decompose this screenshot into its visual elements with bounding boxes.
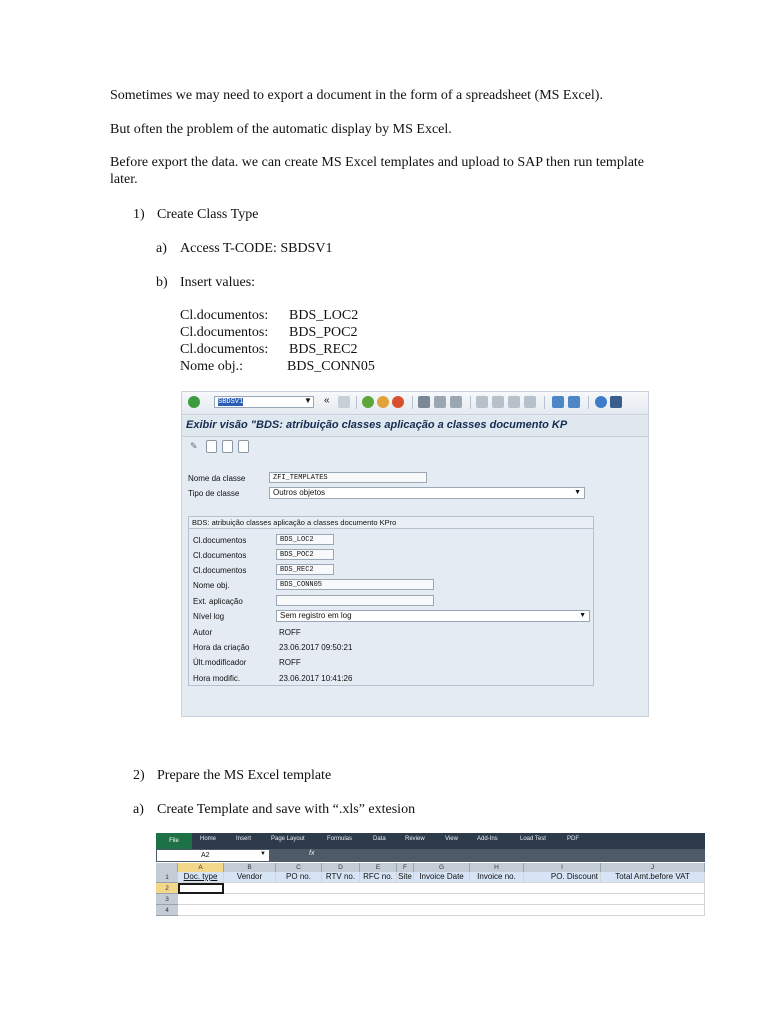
shortcut-icon[interactable] — [568, 396, 580, 408]
column-header[interactable]: D — [322, 863, 360, 872]
enter-check-icon[interactable] — [188, 396, 200, 408]
tipo-de-classe-value: Outros objetos — [273, 488, 326, 497]
table-row[interactable] — [178, 905, 705, 916]
row-header[interactable]: 3 — [156, 894, 178, 905]
tab-formulas[interactable]: Formulas — [327, 836, 353, 842]
delete-icon[interactable] — [238, 440, 249, 453]
step-2a-label: a) — [133, 802, 144, 817]
chevron-down-icon[interactable]: ▼ — [304, 396, 312, 405]
step-1b-text: Insert values: — [180, 275, 256, 290]
select-all-corner[interactable] — [156, 863, 178, 872]
intro-paragraph-3: Before export the data. we can create MS Excel templates and upload to SAP then run template later. — [110, 155, 645, 187]
nome-obj-field[interactable]: BDS_CONN05 — [276, 579, 434, 590]
chevron-down-icon: ▼ — [574, 489, 581, 496]
cl-documentos-label: Cl.documentos — [193, 566, 247, 575]
step-1b-label: b) — [156, 275, 168, 290]
sap-screen-title: Exibir visão "BDS: atribuição classes aplicação a classes documento KP — [186, 419, 568, 431]
intro-paragraph-1: Sometimes we may need to export a document in the form of a spreadsheet (MS Excel). — [110, 88, 603, 103]
tab-review[interactable]: Review — [405, 836, 425, 842]
column-header[interactable]: F — [397, 863, 414, 872]
table-header-cell[interactable]: Invoice no. — [470, 872, 524, 883]
step-2-number: 2) — [133, 768, 145, 783]
selected-cell-a2[interactable] — [178, 883, 224, 894]
previous-page-icon[interactable] — [492, 396, 504, 408]
new-entries-icon[interactable] — [206, 440, 217, 453]
autor-value: ROFF — [279, 628, 301, 637]
cl-documentos-field-2[interactable]: BDS_POC2 — [276, 549, 334, 560]
fx-icon[interactable]: fx — [309, 850, 315, 857]
row-header[interactable]: 2 — [156, 883, 178, 894]
last-page-icon[interactable] — [524, 396, 536, 408]
intro-paragraph-2: But often the problem of the automatic display by MS Excel. — [110, 122, 452, 137]
hora-modific-label: Hora modific. — [193, 674, 241, 683]
column-header[interactable]: H — [470, 863, 524, 872]
excel-screenshot — [156, 833, 705, 919]
value-label: Cl.documentos: — [180, 342, 269, 357]
column-header[interactable]: C — [276, 863, 322, 872]
new-session-icon[interactable] — [552, 396, 564, 408]
value-label: Cl.documentos: — [180, 325, 269, 340]
sap-application-toolbar — [182, 437, 648, 455]
command-field-value: SBDSV1 — [218, 398, 244, 406]
ext-aplicacao-label: Ext. aplicação — [193, 597, 243, 606]
tab-home[interactable]: Home — [200, 836, 217, 842]
step-1a-text: Access T-CODE: SBDSV1 — [180, 241, 333, 256]
table-header-cell[interactable]: Total Amt.before VAT — [601, 872, 705, 883]
step-2a-text: Create Template and save with “.xls” extesion — [157, 802, 416, 817]
sap-system-toolbar — [182, 392, 648, 415]
tab-load-test[interactable]: Load Test — [520, 836, 546, 842]
table-row[interactable] — [178, 894, 705, 905]
value-label: Nome obj.: — [180, 359, 243, 374]
copy-as-icon[interactable] — [222, 440, 233, 453]
group-title: BDS: atribuição classes aplicação a classes documento KPro — [189, 517, 593, 529]
print-icon[interactable] — [418, 396, 430, 408]
nome-obj-label: Nome obj. — [193, 581, 230, 590]
exit-icon[interactable] — [377, 396, 389, 408]
nivel-log-value: Sem registro em log — [280, 611, 352, 620]
table-header-cell[interactable]: PO no. — [276, 872, 322, 883]
cl-documentos-field-3[interactable]: BDS_REC2 — [276, 564, 334, 575]
sap-screenshot — [181, 391, 649, 717]
nome-da-classe-label: Nome da classe — [188, 474, 246, 483]
hora-modific-value: 23.06.2017 10:41:26 — [279, 674, 353, 683]
step-1-heading: Create Class Type — [157, 207, 259, 222]
autor-label: Autor — [193, 628, 213, 637]
tab-insert[interactable]: Insert — [236, 836, 252, 842]
table-header-cell[interactable]: RFC no. — [360, 872, 397, 883]
hora-criacao-label: Hora da criação — [193, 643, 250, 652]
double-chevron-left-icon[interactable]: « — [324, 395, 330, 406]
name-box[interactable]: A2 — [157, 850, 269, 861]
ult-modificador-value: ROFF — [279, 658, 301, 667]
glasses-change-display-icon[interactable]: ✎ — [190, 441, 198, 451]
tab-add-ins[interactable]: Add-Ins — [477, 836, 498, 842]
value-text: BDS_REC2 — [289, 342, 358, 357]
find-next-icon[interactable] — [450, 396, 462, 408]
next-page-icon[interactable] — [508, 396, 520, 408]
tab-view[interactable]: View — [445, 836, 458, 842]
cl-documentos-label: Cl.documentos — [193, 536, 247, 545]
step-1-number: 1) — [133, 207, 145, 222]
excel-ribbon — [156, 833, 705, 849]
column-header[interactable]: E — [360, 863, 397, 872]
hora-criacao-value: 23.06.2017 09:50:21 — [279, 643, 353, 652]
back-icon[interactable] — [362, 396, 374, 408]
tab-file[interactable]: File — [156, 833, 192, 849]
column-header[interactable]: I — [524, 863, 601, 872]
value-label: Cl.documentos: — [180, 308, 269, 323]
step-1a-label: a) — [156, 241, 167, 256]
column-header[interactable]: G — [414, 863, 470, 872]
first-page-icon[interactable] — [476, 396, 488, 408]
nivel-log-dropdown[interactable] — [276, 610, 590, 622]
step-2-heading: Prepare the MS Excel template — [157, 768, 332, 783]
table-header-cell[interactable]: Doc. type — [178, 872, 224, 883]
save-icon[interactable] — [338, 396, 350, 408]
table-header-cell[interactable]: PO. Discount — [524, 872, 601, 883]
table-header-cell[interactable]: RTV no. — [322, 872, 360, 883]
table-header-cell[interactable]: Invoice Date — [414, 872, 470, 883]
tipo-de-classe-dropdown[interactable] — [269, 487, 585, 499]
value-text: BDS_LOC2 — [289, 308, 359, 323]
value-text: BDS_CONN05 — [287, 359, 375, 374]
chevron-down-icon: ▼ — [579, 612, 586, 619]
find-icon[interactable] — [434, 396, 446, 408]
column-header[interactable]: A — [178, 863, 224, 872]
tipo-de-classe-label: Tipo de classe — [188, 489, 240, 498]
value-text: BDS_POC2 — [289, 325, 358, 340]
row-header[interactable]: 1 — [156, 872, 178, 883]
tab-data[interactable]: Data — [373, 836, 386, 842]
table-header-cell[interactable]: Site — [397, 872, 414, 883]
ext-aplicacao-field[interactable] — [276, 595, 434, 606]
column-header[interactable]: J — [601, 863, 705, 872]
help-icon[interactable] — [595, 396, 607, 408]
column-header[interactable]: B — [224, 863, 276, 872]
command-field[interactable] — [214, 396, 314, 408]
cl-documentos-field-1[interactable]: BDS_LOC2 — [276, 534, 334, 545]
tab-pdf[interactable]: PDF — [567, 836, 579, 842]
chevron-down-icon[interactable]: ▼ — [260, 851, 266, 857]
table-header-cell[interactable]: Vendor — [224, 872, 276, 883]
ult-modificador-label: Últ.modificador — [193, 658, 247, 667]
bds-assignment-group — [188, 516, 594, 686]
row-header[interactable]: 4 — [156, 905, 178, 916]
nome-da-classe-field[interactable]: ZFI_TEMPLATES — [269, 472, 427, 483]
customize-layout-icon[interactable] — [610, 396, 622, 408]
cancel-icon[interactable] — [392, 396, 404, 408]
nivel-log-label: Nível log — [193, 612, 225, 621]
table-row[interactable] — [224, 883, 705, 894]
tab-page-layout[interactable]: Page Layout — [271, 836, 305, 842]
cl-documentos-label: Cl.documentos — [193, 551, 247, 560]
